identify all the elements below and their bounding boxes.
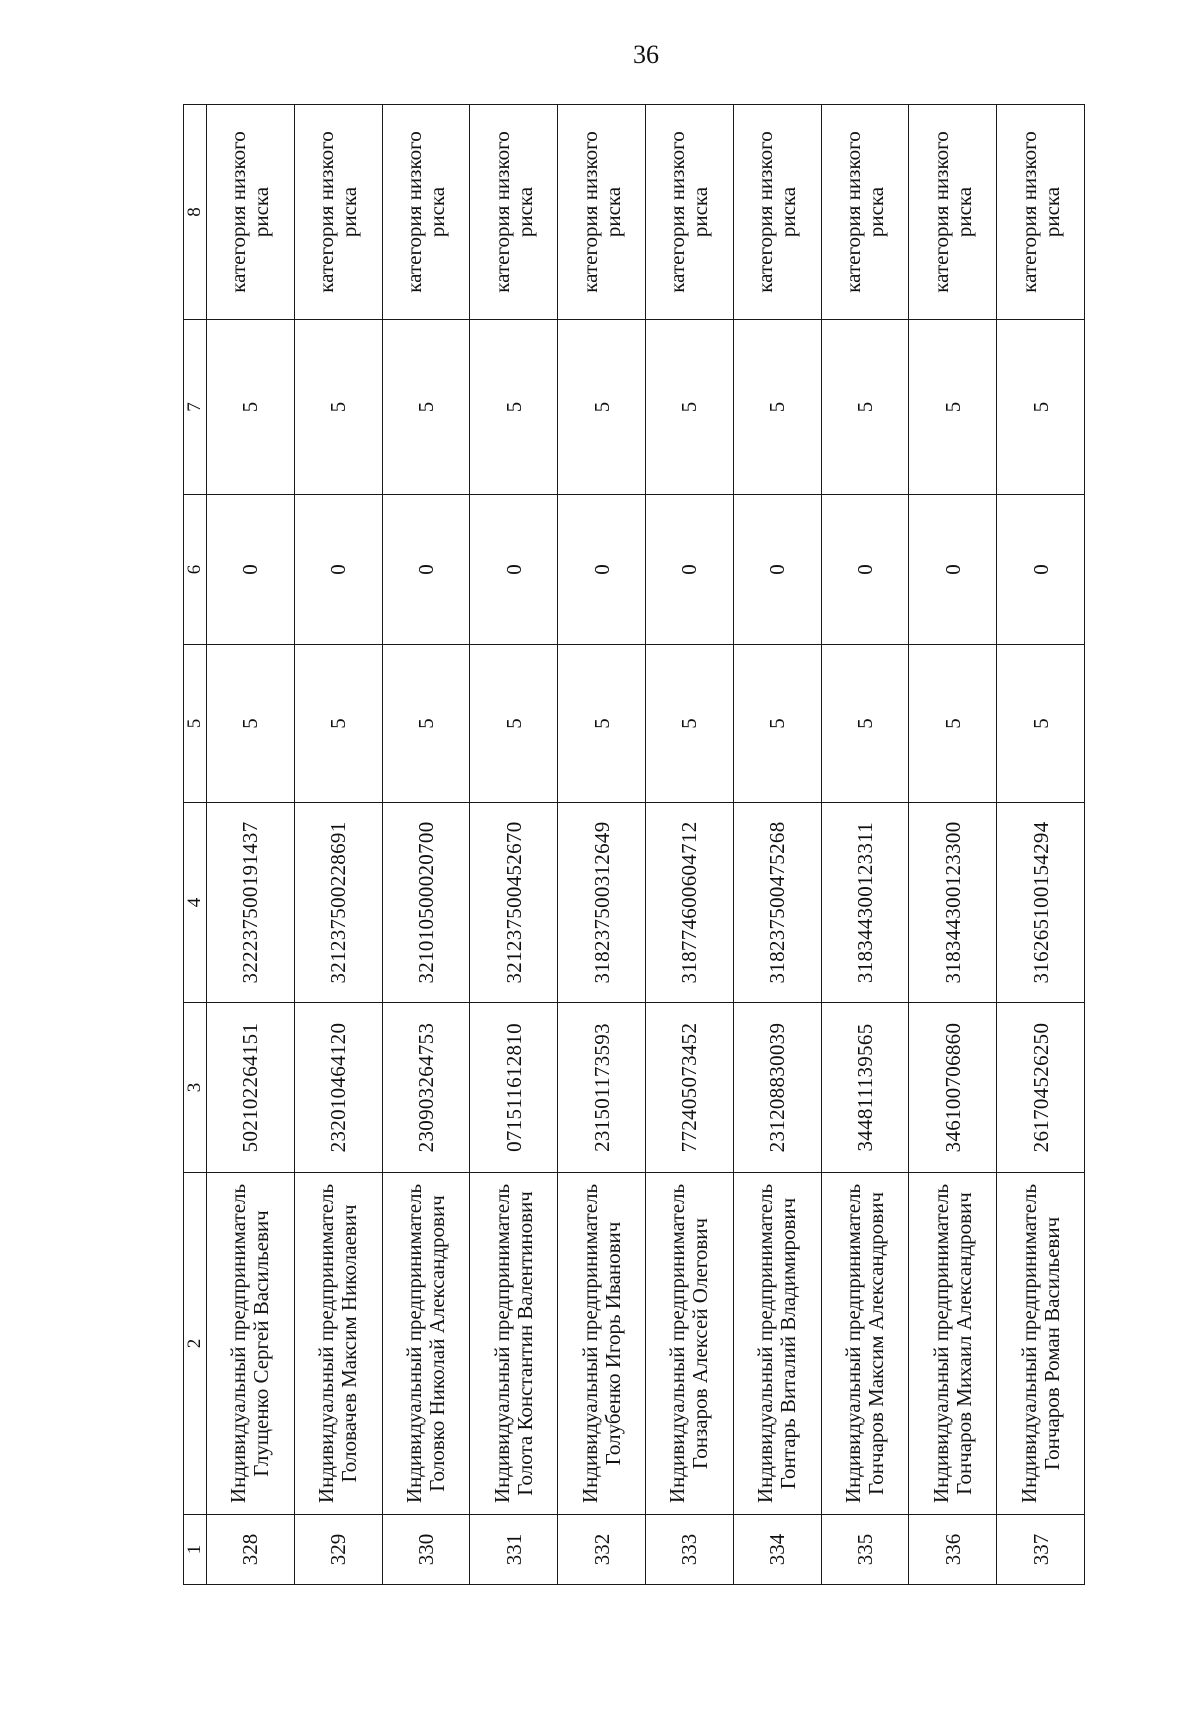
inn-cell: 261704526250 (997, 1003, 1085, 1173)
risk-category: категория низкого риска (909, 105, 997, 320)
column-header: 5 (184, 645, 207, 803)
column-5-cell: 5 (207, 645, 295, 803)
row-number: 334 (733, 1515, 821, 1585)
column-5-cell: 5 (997, 645, 1085, 803)
column-6-cell: 0 (909, 495, 997, 645)
row-number: 335 (821, 1515, 909, 1585)
ogrnip-cell: 316265100154294 (997, 803, 1085, 1003)
column-5-cell: 5 (645, 645, 733, 803)
table-row (645, 105, 733, 1585)
inn-cell: 231501173593 (558, 1003, 646, 1173)
risk-category: категория низкого риска (558, 105, 646, 320)
inn-cell: 344811139565 (821, 1003, 909, 1173)
risk-category: категория низкого риска (645, 105, 733, 320)
table-row (997, 105, 1085, 1585)
column-header: 2 (184, 1173, 207, 1515)
entrepreneur-name: Индивидуальный предприниматель Глущенко Сергей Васильевич (207, 1173, 295, 1515)
table-row (558, 105, 646, 1585)
row-number: 337 (997, 1515, 1085, 1585)
column-5-cell: 5 (382, 645, 470, 803)
ogrnip-cell: 322237500191437 (207, 803, 295, 1003)
column-6-cell: 0 (470, 495, 558, 645)
row-number: 332 (558, 1515, 646, 1585)
table-row (909, 105, 997, 1585)
risk-category: категория низкого риска (997, 105, 1085, 320)
entrepreneur-name: Индивидуальный предприниматель Головачев Максим Николаевич (294, 1173, 382, 1515)
entrepreneur-name: Индивидуальный предприниматель Гончаров Роман Васильевич (997, 1173, 1085, 1515)
entrepreneur-name: Индивидуальный предприниматель Гончаров Максим Александрович (821, 1173, 909, 1515)
row-number: 330 (382, 1515, 470, 1585)
column-6-cell: 0 (733, 495, 821, 645)
entrepreneur-name: Индивидуальный предприниматель Голота Константин Валентинович (470, 1173, 558, 1515)
risk-category: категория низкого риска (207, 105, 295, 320)
column-6-cell: 0 (382, 495, 470, 645)
column-7-cell: 5 (470, 320, 558, 495)
column-5-cell: 5 (821, 645, 909, 803)
inn-cell: 230903264753 (382, 1003, 470, 1173)
entrepreneur-name: Индивидуальный предприниматель Голубенко Игорь Иванович (558, 1173, 646, 1515)
column-5-cell: 5 (294, 645, 382, 803)
table-row (382, 105, 470, 1585)
ogrnip-cell: 321237500228691 (294, 803, 382, 1003)
ogrnip-cell: 321237500452670 (470, 803, 558, 1003)
column-7-cell: 5 (909, 320, 997, 495)
column-7-cell: 5 (207, 320, 295, 495)
column-7-cell: 5 (733, 320, 821, 495)
risk-category: категория низкого риска (470, 105, 558, 320)
entrepreneur-name: Индивидуальный предприниматель Гонтарь Виталий Владимирович (733, 1173, 821, 1515)
column-6-cell: 0 (294, 495, 382, 645)
column-header: 7 (184, 320, 207, 495)
column-header: 3 (184, 1003, 207, 1173)
column-6-cell: 0 (558, 495, 646, 645)
row-number: 329 (294, 1515, 382, 1585)
risk-category: категория низкого риска (294, 105, 382, 320)
column-7-cell: 5 (821, 320, 909, 495)
table-row (294, 105, 382, 1585)
row-number: 333 (645, 1515, 733, 1585)
inn-cell: 231208830039 (733, 1003, 821, 1173)
ogrnip-cell: 321010500020700 (382, 803, 470, 1003)
registry-table (183, 104, 1085, 1585)
column-7-cell: 5 (645, 320, 733, 495)
column-6-cell: 0 (207, 495, 295, 645)
column-5-cell: 5 (470, 645, 558, 803)
inn-cell: 502102264151 (207, 1003, 295, 1173)
ogrnip-cell: 318344300123300 (909, 803, 997, 1003)
table-row (470, 105, 558, 1585)
column-header: 4 (184, 803, 207, 1003)
column-number-row (184, 105, 207, 1585)
entrepreneur-name: Индивидуальный предприниматель Головко Николай Александрович (382, 1173, 470, 1515)
page-number: 36 (633, 40, 659, 69)
row-number: 331 (470, 1515, 558, 1585)
column-6-cell: 0 (821, 495, 909, 645)
column-7-cell: 5 (558, 320, 646, 495)
risk-category: категория низкого риска (733, 105, 821, 320)
column-6-cell: 0 (645, 495, 733, 645)
registry-table-rotated (183, 105, 1085, 1585)
entrepreneur-name: Индивидуальный предприниматель Гонзаров Алексей Олегович (645, 1173, 733, 1515)
column-5-cell: 5 (909, 645, 997, 803)
inn-cell: 232010464120 (294, 1003, 382, 1173)
column-header: 8 (184, 105, 207, 320)
entrepreneur-name: Индивидуальный предприниматель Гончаров Михаил Александрович (909, 1173, 997, 1515)
inn-cell: 772405073452 (645, 1003, 733, 1173)
row-number: 336 (909, 1515, 997, 1585)
column-header: 1 (184, 1515, 207, 1585)
row-number: 328 (207, 1515, 295, 1585)
column-5-cell: 5 (733, 645, 821, 803)
table-row (733, 105, 821, 1585)
inn-cell: 346100706860 (909, 1003, 997, 1173)
table-row (207, 105, 295, 1585)
risk-category: категория низкого риска (382, 105, 470, 320)
ogrnip-cell: 318237500475268 (733, 803, 821, 1003)
column-7-cell: 5 (997, 320, 1085, 495)
ogrnip-cell: 318774600604712 (645, 803, 733, 1003)
table-row (821, 105, 909, 1585)
inn-cell: 071511612810 (470, 1003, 558, 1173)
column-header: 6 (184, 495, 207, 645)
column-6-cell: 0 (997, 495, 1085, 645)
risk-category: категория низкого риска (821, 105, 909, 320)
column-5-cell: 5 (558, 645, 646, 803)
ogrnip-cell: 318237500312649 (558, 803, 646, 1003)
ogrnip-cell: 318344300123311 (821, 803, 909, 1003)
column-7-cell: 5 (382, 320, 470, 495)
column-7-cell: 5 (294, 320, 382, 495)
